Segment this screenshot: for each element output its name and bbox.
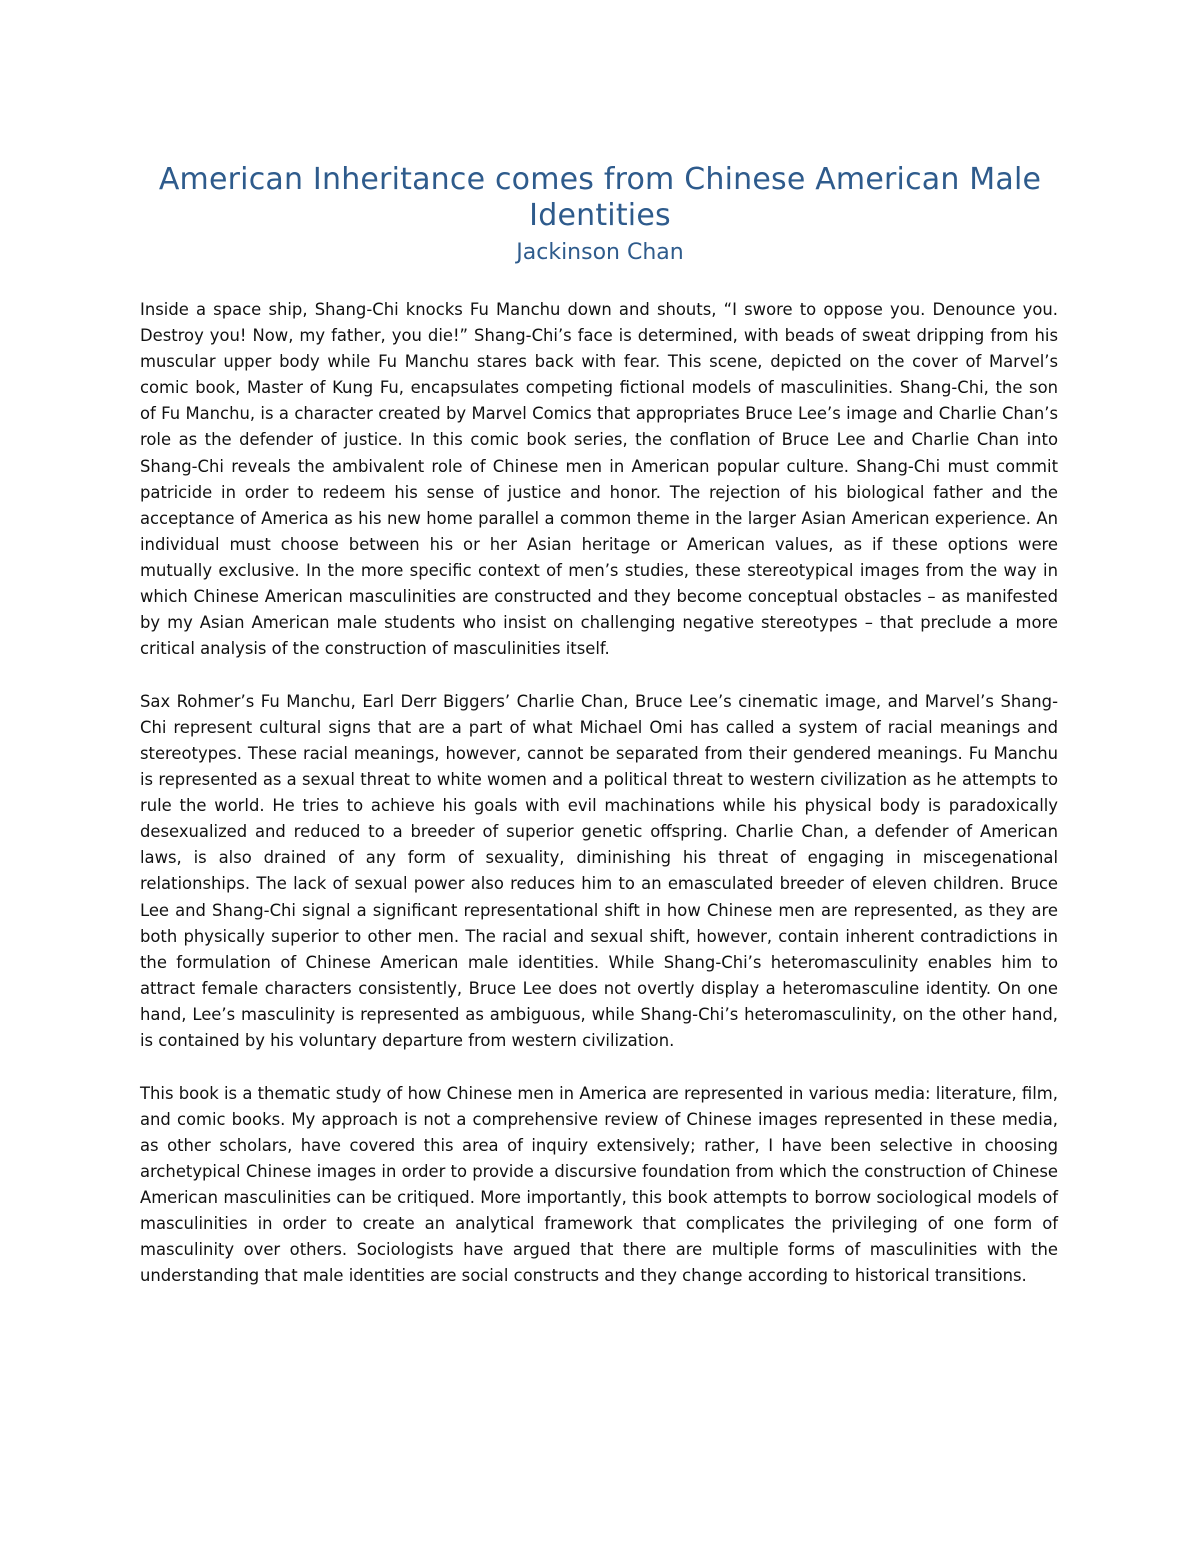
paragraph-1: Inside a space ship, Shang-Chi knocks Fu Manchu down and shouts, “I swore to oppose you. Denounce you. Destroy you! Now, my father, you die!” Shang-Chi’s face is determined, with beads of sweat dripping from his muscular upper body while Fu Manchu stares back with fear. This scene, depicted on the cover of Marvel’s comic book, Master of Kung Fu, encapsulates competing fictional models of masculinities. Shang-Chi, the son of Fu Manchu, is a character created by Marvel Comics that appropriates Bruce Lee’s image and Charlie Chan’s role as the defender of justice. In this comic book series, the conflation of Bruce Lee and Charlie Chan into Shang-Chi reveals the ambivalent role of Chinese men in American popular culture. Shang-Chi must commit patricide in order to redeem his sense of justice and honor. The rejection of his biological father and the acceptance of America as his new home parallel a common theme in the larger Asian American experience. An individual must choose between his or her Asian heritage or American values, as if these options were mutually exclusive. In the more specific context of men’s studies, these stereotypical images from the way in which Chinese American masculinities are constructed and they become conceptual obstacles – as manifested by my Asian American male students who insist on challenging negative stereotypes – that preclude a more critical analysis of the construction of masculinities itself. <box>140 300 1058 659</box>
document-body <box>140 297 1058 1316</box>
paragraph-3: This book is a thematic study of how Chinese men in America are represented in various media: literature, film, and comic books. My approach is not a comprehensive review of Chinese images represented in these media, as other scholars, have covered this area of inquiry extensively; rather, I have been selective in choosing archetypical Chinese images in order to provide a discursive foundation from which the construction of Chinese American masculinities can be critiqued. More importantly, this book attempts to borrow sociological models of masculinities in order to create an analytical framework that complicates the privileging of one form of masculinity over others. Sociologists have argued that there are multiple forms of masculinities with the understanding that male identities are social constructs and they change according to historical transitions. <box>140 1083 1058 1286</box>
document-header <box>140 162 1060 270</box>
document-title: American Inheritance comes from Chinese American Male Identities <box>158 162 1042 233</box>
document-author: Jackinson Chan <box>516 240 684 265</box>
paragraph-2: Sax Rohmer’s Fu Manchu, Earl Derr Biggers’ Charlie Chan, Bruce Lee’s cinematic image, and Marvel’s Shang-Chi represent cultural signs that are a part of what Michael Omi has called a system of racial meanings and stereotypes. These racial meanings, however, cannot be separated from their gendered meanings. Fu Manchu is represented as a sexual threat to white women and a political threat to western civilization as he attempts to rule the world. He tries to achieve his goals with evil machinations while his physical body is paradoxically desexualized and reduced to a breeder of superior genetic offspring. Charlie Chan, a defender of American laws, is also drained of any form of sexuality, diminishing his threat of engaging in miscegenational relationships. The lack of sexual power also reduces him to an emasculated breeder of eleven children. Bruce Lee and Shang-Chi signal a significant representational shift in how Chinese men are represented, as they are both physically superior to other men. The racial and sexual shift, however, contain inherent contradictions in the formulation of Chinese American male identities. While Shang-Chi’s heteromasculinity enables him to attract female characters consistently, Bruce Lee does not overtly display a heteromasculine identity. On one hand, Lee’s masculinity is represented as ambiguous, while Shang-Chi’s heteromasculinity, on the other hand, is contained by his voluntary departure from western civilization. <box>140 691 1058 1051</box>
